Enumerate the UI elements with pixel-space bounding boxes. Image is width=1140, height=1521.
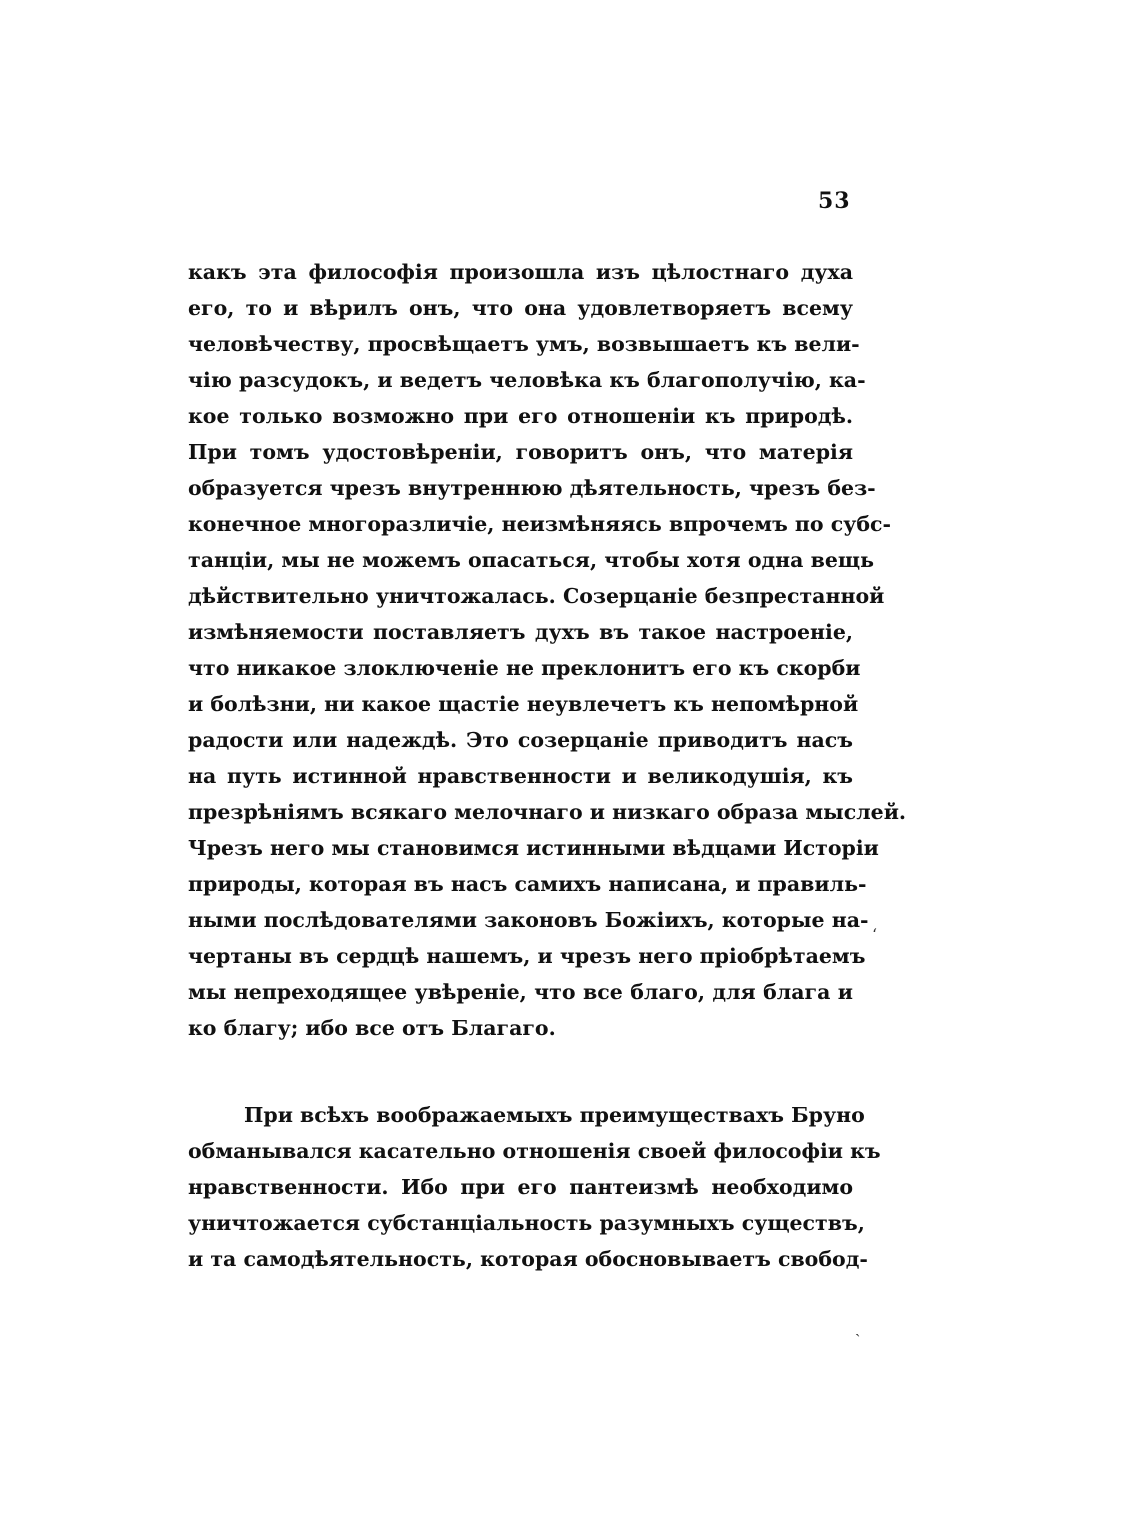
text-line: дѣйствительно уничтожалась. Созерцаніе безпрестанной [188,584,885,608]
text-line: и болѣзни, ни какое щастіе неувлечетъ къ непомѣрной [188,692,859,716]
text-line: измѣняемости поставляетъ духъ въ такое настроеніе, [188,620,853,644]
paragraph-2 [188,1097,881,1277]
text-line: Чрезъ него мы становимся истинными вѣдцами Исторіи [188,836,879,860]
text-line: ными послѣдователями законовъ Божіихъ, которые на- [188,908,869,932]
text-line: обманывался касательно отношенія своей философіи къ [188,1139,881,1163]
text-line: человѣчеству, просвѣщаетъ умъ, возвышаетъ къ вели- [188,332,860,356]
text-line: ко благу; ибо все отъ Благаго. [188,1016,556,1040]
text-line: природы, которая въ насъ самихъ написана, и правиль- [188,872,867,896]
paragraph-1 [188,254,907,1046]
text-line: что никакое злоключеніе не преклонитъ его къ скорби [188,656,861,680]
text-line: мы непреходящее увѣреніе, что все благо, для блага и [188,980,853,1004]
scan-speck: ʻ [872,925,878,944]
text-line: чію разсудокъ, и ведетъ человѣка къ благополучію, ка- [188,368,866,392]
scan-speck: ˏ [855,1318,861,1337]
text-line: При томъ удостовѣреніи, говоритъ онъ, что матерія [188,440,853,464]
text-line: чертаны въ сердцѣ нашемъ, и чрезъ него пріобрѣтаемъ [188,944,866,968]
text-line: нравственности. Ибо при его пантеизмѣ необходимо [188,1175,853,1199]
text-line: какъ эта философія произошла изъ цѣлостнаго духа [188,260,853,284]
text-line: При всѣхъ воображаемыхъ преимуществахъ Бруно [244,1103,865,1127]
text-line: конечное многоразличіе, неизмѣняясь впрочемъ по субс- [188,512,892,536]
text-line: радости или надеждѣ. Это созерцаніе приводитъ насъ [188,728,853,752]
text-line: его, то и вѣрилъ онъ, что она удовлетворяетъ всему [188,296,853,320]
text-line: и та самодѣятельность, которая обосновываетъ свобод- [188,1247,868,1271]
text-line: кое только возможно при его отношеніи къ природѣ. [188,404,853,428]
text-line: уничтожается субстанціальность разумныхъ существъ, [188,1211,865,1235]
page-number: 53 [818,188,851,214]
text-line: танціи, мы не можемъ опасаться, чтобы хотя одна вещь [188,548,874,572]
text-line: на путь истинной нравственности и великодушія, къ [188,764,853,788]
text-line: образуется чрезъ внутреннюю дѣятельность, чрезъ без- [188,476,876,500]
text-line: презрѣніямъ всякаго мелочнаго и низкаго образа мыслей. [188,800,907,824]
